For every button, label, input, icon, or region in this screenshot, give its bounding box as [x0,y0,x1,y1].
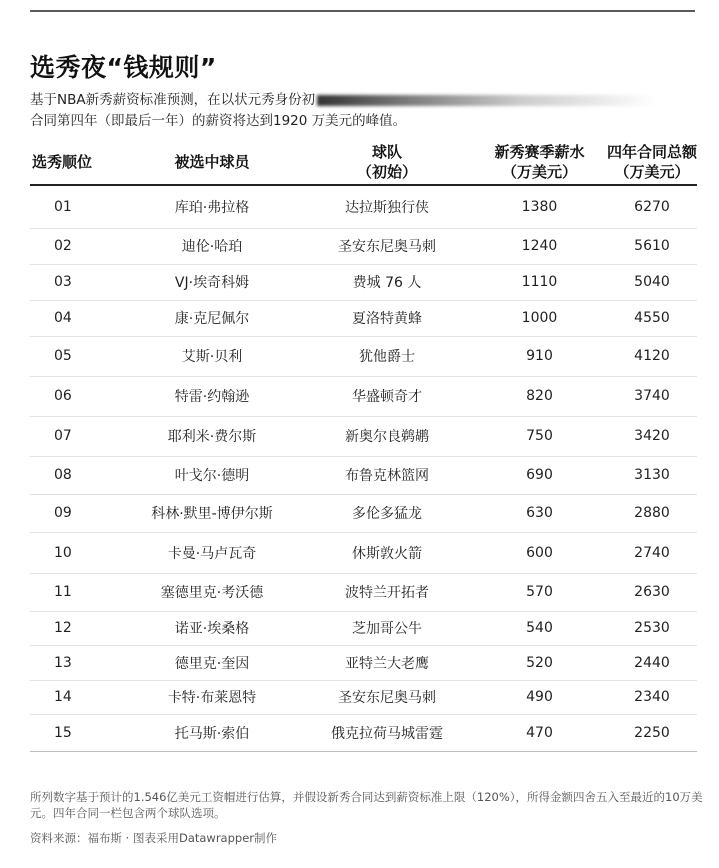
cell-four-year-total: 5040 [607,264,697,300]
cell-rookie-salary: 820 [472,376,607,416]
cell-pick: 01 [30,185,122,228]
subtitle [30,90,710,132]
cell-player: 叶戈尔·德明 [122,456,302,494]
cell-rookie-salary: 570 [472,573,607,611]
cell-team: 费城 76 人 [302,264,472,300]
cell-rookie-salary: 600 [472,532,607,573]
source-credit: 资料来源：福布斯 · 图表采用Datawrapper制作 [30,831,278,845]
header-four-year-total: 四年合同总额 （万美元） [607,139,697,185]
header-rookie-salary: 新秀赛季薪水 （万美元） [472,139,607,185]
cell-four-year-total: 3130 [607,456,697,494]
cell-rookie-salary: 1380 [472,185,607,228]
cell-player: 艾斯·贝利 [122,336,302,376]
cell-rookie-salary: 910 [472,336,607,376]
table-row [30,300,697,336]
cell-team: 俄克拉荷马城雷霆 [302,714,472,751]
header-pick: 选秀顺位 [30,139,122,185]
table-row [30,456,697,494]
cell-rookie-salary: 690 [472,456,607,494]
cell-pick: 12 [30,611,122,645]
cell-rookie-salary: 1240 [472,228,607,264]
cell-team: 多伦多猛龙 [302,494,472,532]
table-row [30,532,697,573]
cell-player: 德里克·奎因 [122,645,302,680]
cell-four-year-total: 2440 [607,645,697,680]
table-row [30,336,697,376]
cell-rookie-salary: 470 [472,714,607,751]
cell-player: 耶利米·费尔斯 [122,416,302,456]
cell-player: 迪伦·哈珀 [122,228,302,264]
cell-team: 波特兰开拓者 [302,573,472,611]
cell-pick: 15 [30,714,122,751]
cell-four-year-total: 2630 [607,573,697,611]
blurred-text-overlay [317,95,657,106]
header-team: 球队 （初始） [302,139,472,185]
cell-player: 托马斯·索伯 [122,714,302,751]
cell-team: 芝加哥公牛 [302,611,472,645]
cell-team: 亚特兰大老鹰 [302,645,472,680]
cell-pick: 07 [30,416,122,456]
salary-table [30,139,697,752]
table-row [30,416,697,456]
page-title: 选秀夜“钱规则” [30,53,217,82]
cell-team: 犹他爵士 [302,336,472,376]
table-row [30,573,697,611]
table-header-row [30,139,697,185]
cell-four-year-total: 4550 [607,300,697,336]
cell-pick: 09 [30,494,122,532]
cell-four-year-total: 3420 [607,416,697,456]
cell-team: 休斯敦火箭 [302,532,472,573]
cell-pick: 05 [30,336,122,376]
cell-player: 库珀·弗拉格 [122,185,302,228]
table-row [30,680,697,714]
table-row [30,228,697,264]
table-row [30,645,697,680]
subtitle-line-1: 基于NBA新秀薪资标准预测，在以状元秀身份初 [30,92,316,108]
cell-four-year-total: 2340 [607,680,697,714]
cell-player: VJ·埃奇科姆 [122,264,302,300]
cell-team: 夏洛特黄蜂 [302,300,472,336]
footnote: 所列数字基于预计的1.546亿美元工资帽进行估算，并假设新秀合同达到薪资标准上限（120%），所得金额四舍五入至最近的10万美元。四年合同一栏包含两个球队选项。 [30,790,703,820]
cell-pick: 06 [30,376,122,416]
cell-team: 布鲁克林篮网 [302,456,472,494]
table-row [30,494,697,532]
cell-pick: 02 [30,228,122,264]
cell-player: 诺亚·埃桑格 [122,611,302,645]
cell-pick: 04 [30,300,122,336]
cell-player: 卡曼·马卢瓦奇 [122,532,302,573]
cell-player: 卡特·布莱恩特 [122,680,302,714]
table-body [30,185,697,751]
subtitle-line-2: 合同第四年（即最后一年）的薪资将达到1920 万美元的峰值。 [30,113,407,129]
cell-rookie-salary: 520 [472,645,607,680]
cell-player: 塞德里克·考沃德 [122,573,302,611]
cell-four-year-total: 2250 [607,714,697,751]
cell-four-year-total: 5610 [607,228,697,264]
cell-team: 达拉斯独行侠 [302,185,472,228]
cell-rookie-salary: 540 [472,611,607,645]
cell-player: 科林·默里-博伊尔斯 [122,494,302,532]
cell-pick: 14 [30,680,122,714]
table-row [30,264,697,300]
header-player: 被选中球员 [122,139,302,185]
table-row [30,611,697,645]
top-rule [30,10,695,12]
cell-team: 新奥尔良鹈鹕 [302,416,472,456]
cell-four-year-total: 4120 [607,336,697,376]
cell-rookie-salary: 1000 [472,300,607,336]
cell-pick: 03 [30,264,122,300]
cell-rookie-salary: 750 [472,416,607,456]
table-row [30,376,697,416]
cell-team: 华盛顿奇才 [302,376,472,416]
cell-pick: 08 [30,456,122,494]
cell-four-year-total: 3740 [607,376,697,416]
cell-player: 特雷·约翰逊 [122,376,302,416]
table-row [30,185,697,228]
table-row [30,714,697,751]
cell-four-year-total: 6270 [607,185,697,228]
cell-pick: 10 [30,532,122,573]
cell-team: 圣安东尼奥马刺 [302,680,472,714]
cell-rookie-salary: 1110 [472,264,607,300]
cell-rookie-salary: 630 [472,494,607,532]
cell-team: 圣安东尼奥马刺 [302,228,472,264]
cell-four-year-total: 2740 [607,532,697,573]
cell-pick: 11 [30,573,122,611]
cell-four-year-total: 2530 [607,611,697,645]
cell-pick: 13 [30,645,122,680]
cell-four-year-total: 2880 [607,494,697,532]
cell-rookie-salary: 490 [472,680,607,714]
cell-player: 康·克尼佩尔 [122,300,302,336]
